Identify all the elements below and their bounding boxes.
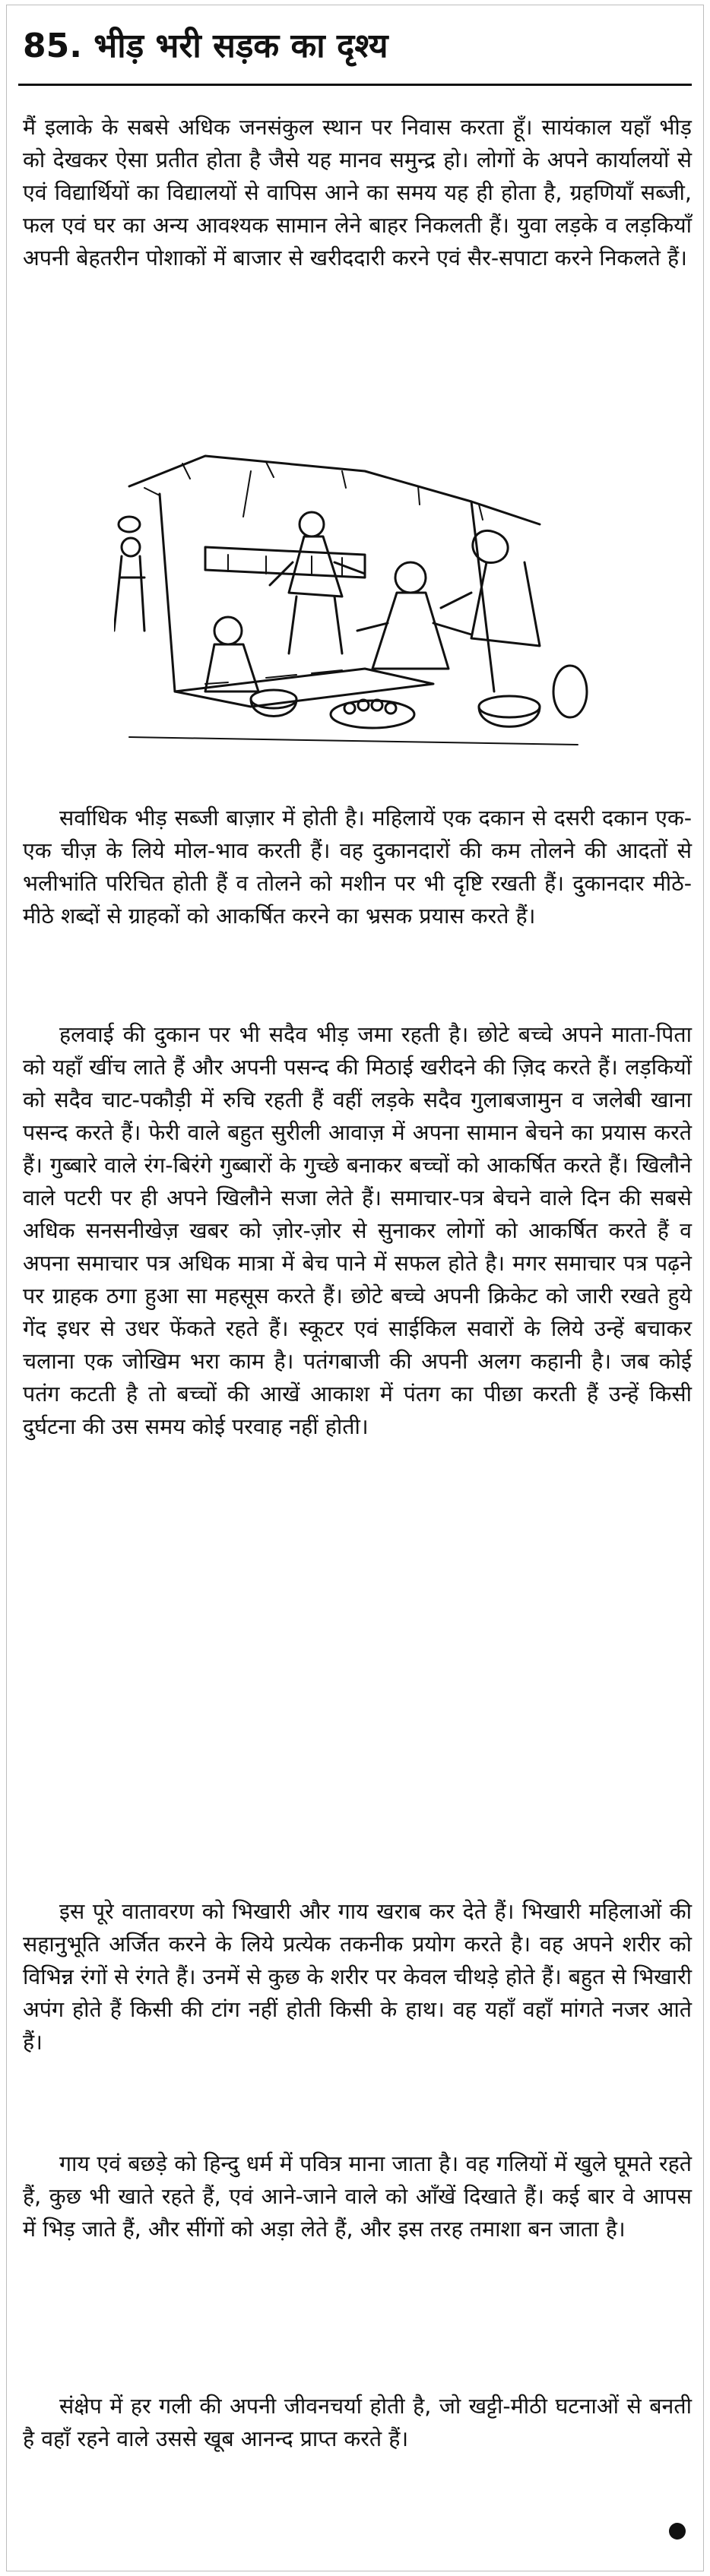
market-scene-illustration [114,441,593,767]
paragraph-intro: मैं इलाके के सबसे अधिक जनसंकुल स्थान पर निवास करता हूँ। सायंकाल यहाँ भीड़ को देखकर ऐसा प्रतीत होता है जैसे यह मानव समुन्द्र हो। लोगों के अपने कार्यालयों से एवं विद्यार्थियों का विद्यालयों से वापिस आने का समय यह ही होता है, ग्रहणियाँ सब्जी, फल एवं घर का अन्य आवश्यक सामान लेने बाहर निकलती हैं। युवा लड़के व लड़कियाँ अपनी बेहतरीन पोशाकों में बाजार से खरीददारी करने एवं सैर-सपाटा करने निकलते हैं। [23,115,692,271]
paragraph-beggars: इस पूरे वातावरण को भिखारी और गाय खराब कर देते हैं। भिखारी महिलाओं की सहानुभूति अर्जित करने के लिये प्रत्येक तकनीक प्रयोग करते है। वह अपने शरीर को विभिन्न रंगों से रंगते हैं। उनमें से कुछ के शरीर पर केवल चीथड़े होते हैं। बहुत से भिखारी अपंग होते हैं किसी की टांग नहीं होती किसी के हाथ। वह यहाँ वहाँ मांगते नजर आते हैं। [23,1899,692,2055]
title-underline [18,84,692,86]
paragraph-conclusion: संक्षेप में हर गली की अपनी जीवनचर्या होती है, जो खट्टी-मीठी घटनाओं से बनती है वहाँ रहने वाले उससे खूब आनन्द प्राप्त करते हैं। [23,2394,692,2451]
paragraph-cows: गाय एवं बछड़े को हिन्दु धर्म में पवित्र माना जाता है। वह गलियों में खुले घूमते रहते हैं, कुछ भी खाते रहते हैं, एवं आने-जाने वाले को आँखें दिखाते हैं। कई बार वे आपस में भिड़ जाते हैं, और सींगों को अड़ा लेते हैं, और इस तरह तमाशा बन जाता है। [23,2151,692,2242]
end-bullet-icon [669,2523,686,2540]
paragraph-vegetable-market: सर्वाधिक भीड़ सब्जी बाज़ार में होती है। महिलायें एक दकान से दसरी दकान एक-एक चीज़ के लिये मोल-भाव करती हैं। वह दुकानदारों की कम तोलने की आदतों से भलीभांति परिचित होती हैं व तोलने को मशीन पर भी दृष्टि रखती हैं। दुकानदार मीठे-मीठे शब्दों से ग्राहकों को आकर्षित करने का भ्रसक प्रयास करते हैं। [23,805,692,929]
paragraph-sweet-shop: हलवाई की दुकान पर भी सदैव भीड़ जमा रहती है। छोटे बच्चे अपने माता-पिता को यहाँ खींच लाते हैं और अपनी पसन्द की मिठाई खरीदने की ज़िद करते हैं। लड़कियों को सदैव चाट-पकौड़ी में रुचि रहती हैं वहीं लड़के सदैव गुलाबजामुन व जलेबी खाना पसन्द करते हैं। फेरी वाले बहुत सुरीली आवाज़ में अपना सामान बेचने का प्रयास करते हैं। गुब्बारे वाले रंग-बिरंगे गुब्बारों के गुच्छे बनाकर बच्चों को आकर्षित करते हैं। खिलौने वाले पटरी पर ही अपने खिलौने सजा लेते हैं। समाचार-पत्र बेचने वाले दिन की सबसे अधिक सनसनीखेज़ खबर को ज़ोर-ज़ोर से सुनाकर लोगों को आकर्षित करते हैं व अपना समाचार पत्र अधिक मात्रा में बेच पाने में सफल होते है। मगर समाचार पत्र पढ़ने पर ग्राहक ठगा हुआ सा महसूस करते हैं। छोटे बच्चे अपनी क्रिकेट को जारी रखते हुये गेंद इधर से उधर फेंकते रहते हैं। स्कूटर एवं साईकिल सवारों के लिये उन्हें बचाकर चलाना एक जोखिम भरा काम है। पतंगबाजी की अपनी अलग कहानी है। जब कोई पतंग कटती है तो बच्चों की आखें आकाश में पंतग का पीछा करती हैं उन्हें किसी दुर्घटना की उस समय कोई परवाह नहीं होती। [23,1022,692,1439]
page-title: 85. भीड़ भरी सड़क का दृश्य [23,27,388,65]
